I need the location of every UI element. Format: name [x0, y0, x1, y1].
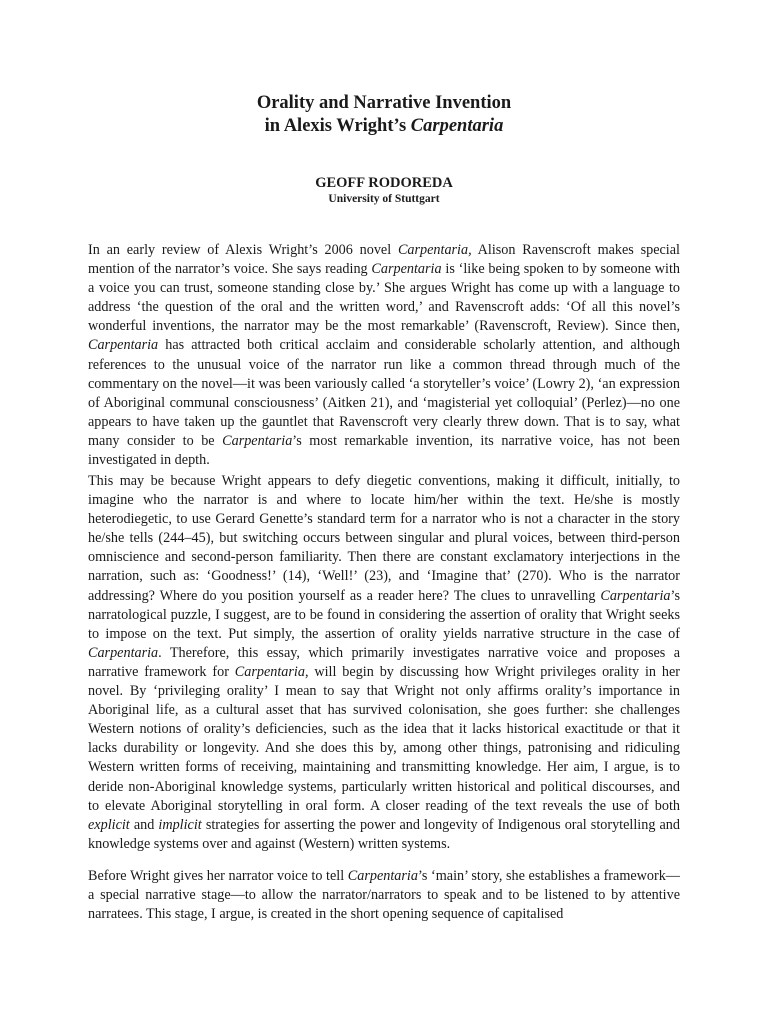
- title-line-1: Orality and Narrative Invention: [256, 93, 512, 113]
- italic-text-segment: implicit: [158, 816, 202, 833]
- paragraph-3: [88, 867, 680, 924]
- italic-text-segment: Carpentaria: [234, 663, 305, 680]
- title-line-2: [0, 115, 768, 138]
- italic-text-segment: Carpentaria: [88, 337, 159, 354]
- text-segment: ’s narratological puzzle, I suggest, are to be found in considering the assertion of orality that Wright seeks to impose on the text. Put simply, the assertion of orality yields narrative structure in the case of: [88, 587, 680, 642]
- text-segment: . Therefore, this essay, which primarily investigates narrative voice and proposes a narrative framework for: [88, 644, 680, 680]
- text-segment: In an early review of Alexis Wright’s 2006 novel: [88, 242, 398, 258]
- paragraph-1: [88, 241, 680, 470]
- paragraph-2: [88, 472, 680, 854]
- italic-text-segment: Carpentaria: [371, 261, 442, 278]
- text-segment: , will begin by discussing how Wright privileges orality in her novel. By ‘privileging orality’ I mean to say that Wright not only affirms orality’s importance in Aboriginal life, as a cultural asset that has survived colonisation, she goes further: she challenges Western notions of orality’s deficiencies, such as the idea that it lacks historical exactitude or that it lacks durability or longevity. And she does this by, among other things, patronising and ridiculing Western written forms of receiving, maintaining and transmitting knowledge. Her aim, I argue, is to deride non-Aboriginal knowledge systems, particularly written historical and political discourses, and to elevate Aboriginal storytelling in oral form. A closer reading of the text reveals the use of both: [88, 663, 680, 814]
- italic-text-segment: Carpentaria: [222, 432, 293, 449]
- text-segment: is ‘like being spoken to by someone with a voice you can trust, someone standing close by.’ She argues Wright has come up with a language to address ‘the question of the oral and the written word,’ and Ravenscroft adds: ‘Of all this novel’s wonderful inventions, the narrator may be the most remarkable’ (Ravenscroft, Review). Since then,: [88, 261, 680, 335]
- text-segment: and: [129, 816, 159, 833]
- article-title: [0, 92, 768, 138]
- text-segment: Alison Ravenscroft makes special mention of the narrator’s voice. She says reading: [88, 242, 680, 278]
- title-line-2-italic: Carpentaria: [410, 116, 504, 136]
- italic-text-segment: Carpentaria: [347, 868, 418, 884]
- italic-text-segment: Carpentaria: [88, 644, 159, 661]
- author-name: GEOFF RODOREDA: [315, 175, 453, 191]
- italic-text-segment: Carpentaria,: [397, 242, 472, 258]
- author-affiliation: University of Stuttgart: [328, 193, 440, 205]
- italic-text-segment: Carpentaria: [600, 587, 671, 604]
- text-segment: strategies for asserting the power and longevity of Indigenous oral storytelling and knowledge systems over and against (Western) written systems.: [88, 816, 680, 852]
- title-line-2-prefix: in Alexis Wright’s: [264, 116, 411, 136]
- italic-text-segment: explicit: [88, 816, 130, 833]
- text-segment: This may be because Wright appears to defy diegetic conventions, making it difficult, initially, to imagine who the narrator is and where to locate him/her within the text. He/she is mostly heterodiegetic, to use Gerard Genette’s standard term for a narrator who is not a character in the story he/she tells (244–45), but switching occurs between singular and plural voices, between third-person omniscience and second-person familiarity. Then there are constant exclamatory interjections in the narration, such as: ‘Goodness!’ (14), ‘Well!’ (23), and ‘Imagine that’ (270). Who is the narrator addressing? Where do you position yourself as a reader here? The clues to unravelling: [88, 473, 680, 604]
- text-segment: ’s ‘main’ story, she establishes a framework—a special narrative stage—to allow the narrator/narrators to speak and to be listened to by attentive narratees. This stage, I argue, is created in the short opening sequence of capitalised: [88, 868, 680, 923]
- text-segment: Before Wright gives her narrator voice to tell: [88, 868, 348, 884]
- text-segment: has attracted both critical acclaim and considerable scholarly attention, and although references to the unusual voice of the narrator run like a common thread through much of the commentary on the novel—it was been variously called ‘a storyteller’s voice’ (Lowry 2), ‘an expression of Aboriginal communal consciousness’ (Aitken 21), and ‘magisterial yet colloquial’ (Perlez)—no one appears to have taken up the gauntlet that Ravenscroft very clearly threw down. That is to say, what many consider to be: [88, 337, 680, 449]
- text-segment: ’s most remarkable invention, its narrative voice, has not been investigated in depth.: [88, 432, 680, 469]
